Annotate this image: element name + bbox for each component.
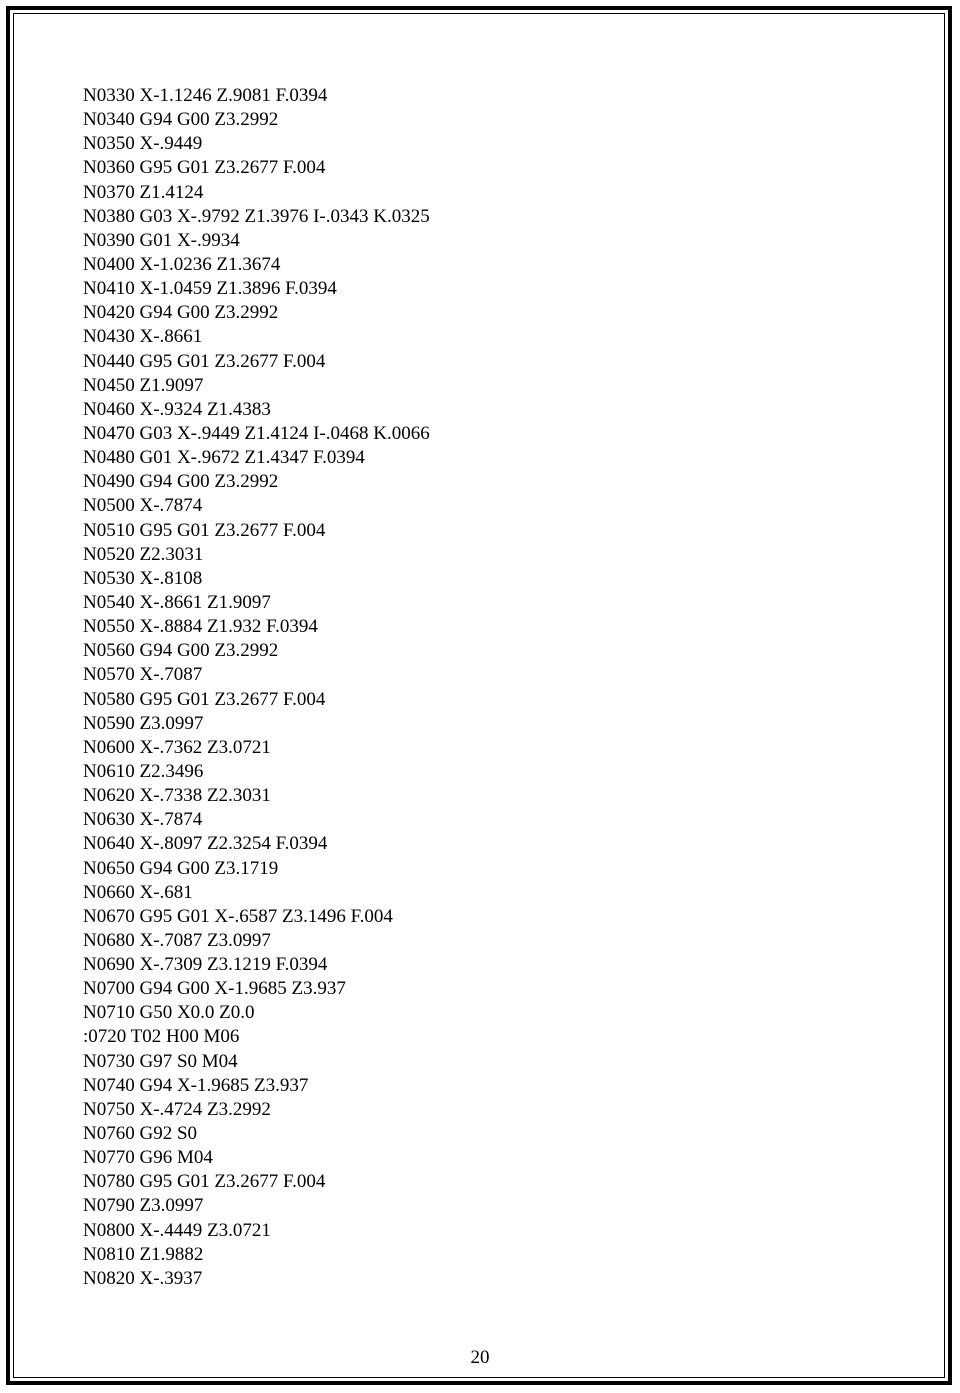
code-line: N0480 G01 X-.9672 Z1.4347 F.0394 — [83, 447, 365, 469]
code-line: N0500 X-.7874 — [83, 495, 203, 517]
code-line: N0470 G03 X-.9449 Z1.4124 I-.0468 K.0066 — [83, 422, 430, 444]
code-line: N0490 G94 G00 Z3.2992 — [83, 471, 279, 493]
code-line: N0430 X-.8661 — [83, 326, 203, 348]
code-line: N0540 X-.8661 Z1.9097 — [83, 591, 271, 613]
code-line: N0710 G50 X0.0 Z0.0 — [83, 1002, 255, 1024]
code-line: N0520 Z2.3031 — [83, 543, 204, 565]
code-line: N0390 G01 X-.9934 — [83, 229, 240, 251]
code-line: N0750 X-.4724 Z3.2992 — [83, 1098, 271, 1120]
code-line: N0340 G94 G00 Z3.2992 — [83, 109, 279, 131]
code-line: N0810 Z1.9882 — [83, 1243, 204, 1265]
code-line: N0400 X-1.0236 Z1.3674 — [83, 253, 281, 275]
code-line: N0640 X-.8097 Z2.3254 F.0394 — [83, 833, 328, 855]
page-number: 20 — [470, 1347, 490, 1368]
code-line: N0360 G95 G01 Z3.2677 F.004 — [83, 157, 326, 179]
code-line: N0350 X-.9449 — [83, 133, 203, 155]
code-line: N0460 X-.9324 Z1.4383 — [83, 398, 271, 420]
code-line: N0610 Z2.3496 — [83, 760, 204, 782]
code-line: N0420 G94 G00 Z3.2992 — [83, 302, 279, 324]
code-line: N0690 X-.7309 Z3.1219 F.0394 — [83, 954, 328, 976]
code-line: N0820 X-.3937 — [83, 1267, 203, 1289]
code-line: N0380 G03 X-.9792 Z1.3976 I-.0343 K.0325 — [83, 205, 430, 227]
code-line: N0550 X-.8884 Z1.932 F.0394 — [83, 616, 318, 638]
code-line: N0630 X-.7874 — [83, 809, 203, 831]
code-line: N0700 G94 G00 X-1.9685 Z3.937 — [83, 978, 346, 1000]
code-line: N0780 G95 G01 Z3.2677 F.004 — [83, 1171, 326, 1193]
code-line: N0760 G92 S0 — [83, 1123, 198, 1145]
code-line: N0440 G95 G01 Z3.2677 F.004 — [83, 350, 326, 372]
code-line: N0510 G95 G01 Z3.2677 F.004 — [83, 519, 326, 541]
code-line: N0670 G95 G01 X-.6587 Z3.1496 F.004 — [83, 905, 393, 927]
code-line: N0410 X-1.0459 Z1.3896 F.0394 — [83, 278, 337, 300]
code-line: N0800 X-.4449 Z3.0721 — [83, 1219, 271, 1241]
code-line: :0720 T02 H00 M06 — [83, 1026, 240, 1048]
code-line: N0570 X-.7087 — [83, 664, 203, 686]
nc-program-listing — [83, 84, 430, 1291]
code-line: N0620 X-.7338 Z2.3031 — [83, 785, 271, 807]
code-line: N0590 Z3.0997 — [83, 712, 204, 734]
code-line: N0580 G95 G01 Z3.2677 F.004 — [83, 688, 326, 710]
code-line: N0650 G94 G00 Z3.1719 — [83, 857, 279, 879]
code-line: N0330 X-1.1246 Z.9081 F.0394 — [83, 85, 328, 106]
code-line: N0370 Z1.4124 — [83, 181, 204, 203]
code-line: N0770 G96 M04 — [83, 1147, 213, 1169]
code-line: N0530 X-.8108 — [83, 567, 203, 589]
code-line: N0730 G97 S0 M04 — [83, 1050, 238, 1072]
code-line: N0740 G94 X-1.9685 Z3.937 — [83, 1074, 309, 1096]
code-line: N0560 G94 G00 Z3.2992 — [83, 640, 279, 662]
code-line: N0790 Z3.0997 — [83, 1195, 204, 1217]
code-line: N0450 Z1.9097 — [83, 374, 204, 396]
code-line: N0660 X-.681 — [83, 881, 193, 903]
code-line: N0680 X-.7087 Z3.0997 — [83, 929, 271, 951]
code-line: N0600 X-.7362 Z3.0721 — [83, 736, 271, 758]
